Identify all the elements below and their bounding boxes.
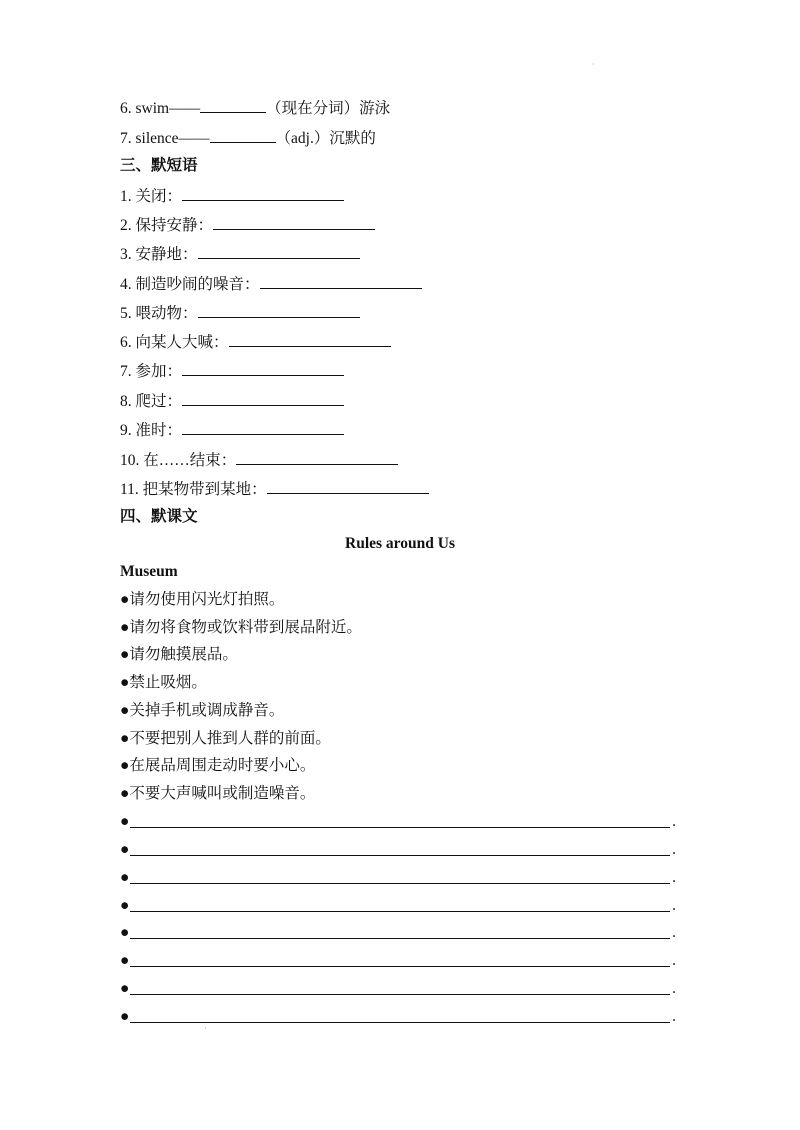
rule-item: ●请勿触摸展品。 xyxy=(120,646,238,663)
bullet: ● xyxy=(120,897,130,914)
vocab-item-7 xyxy=(120,127,376,149)
blank-rule-line[interactable] xyxy=(120,868,676,888)
vocab-number: 6. xyxy=(120,100,132,117)
answer-blank[interactable] xyxy=(182,185,344,201)
blank-rule-line[interactable] xyxy=(120,951,676,971)
vocab-word: swim—— xyxy=(135,100,201,117)
phrase-prompt: 4. 制造吵闹的噪音： xyxy=(120,276,260,293)
rule-item: ●不要把别人推到人群的前面。 xyxy=(120,730,331,747)
vocab-item-6 xyxy=(120,97,390,119)
answer-blank[interactable] xyxy=(182,390,344,406)
rule-item: ●请勿使用闪光灯拍照。 xyxy=(120,591,285,608)
bullet: ● xyxy=(120,813,130,830)
line-period: . xyxy=(672,952,676,969)
line-period: . xyxy=(672,897,676,914)
rule-item: ●请勿将食物或饮料带到展品附近。 xyxy=(120,619,362,636)
phrase-item-3 xyxy=(120,243,360,265)
answer-blank[interactable] xyxy=(267,478,429,494)
blank-rule-line[interactable] xyxy=(120,812,676,832)
answer-blank[interactable] xyxy=(236,449,398,465)
bullet: ● xyxy=(120,952,130,969)
passage-title: Rules around Us xyxy=(345,535,455,552)
phrase-item-2 xyxy=(120,214,375,236)
phrase-prompt: 3. 安静地： xyxy=(120,246,198,263)
bullet: ● xyxy=(120,841,130,858)
answer-blank[interactable] xyxy=(213,214,375,230)
rule-item: ●关掉手机或调成静音。 xyxy=(120,702,285,719)
phrase-item-11 xyxy=(120,478,429,500)
answer-underline xyxy=(130,911,670,912)
answer-blank[interactable] xyxy=(200,97,266,113)
answer-blank[interactable] xyxy=(198,243,360,259)
answer-blank[interactable] xyxy=(229,331,391,347)
answer-blank[interactable] xyxy=(182,360,344,376)
answer-underline xyxy=(130,1022,670,1023)
vocab-note: （现在分词）游泳 xyxy=(266,100,391,117)
rule-item: ●不要大声喊叫或制造噪音。 xyxy=(120,785,316,802)
phrase-prompt: 6. 向某人大喊： xyxy=(120,334,229,351)
phrase-item-9 xyxy=(120,419,344,441)
phrase-item-8 xyxy=(120,390,344,412)
blank-rule-line[interactable] xyxy=(120,923,676,943)
phrase-item-7 xyxy=(120,360,344,382)
blank-rule-line[interactable] xyxy=(120,896,676,916)
bullet: ● xyxy=(120,1008,130,1025)
phrase-item-4 xyxy=(120,273,422,295)
bullet: ● xyxy=(120,980,130,997)
line-period: . xyxy=(672,813,676,830)
answer-blank[interactable] xyxy=(182,419,344,435)
answer-underline xyxy=(130,883,670,884)
answer-underline xyxy=(130,994,670,995)
phrase-prompt: 8. 爬过： xyxy=(120,393,183,410)
answer-blank[interactable] xyxy=(210,127,276,143)
phrase-item-10 xyxy=(120,449,398,471)
line-period: . xyxy=(672,980,676,997)
rule-item: ●在展品周围走动时要小心。 xyxy=(120,757,316,774)
line-period: . xyxy=(672,841,676,858)
corner-mark: · xyxy=(592,60,595,69)
passage-subheading: Museum xyxy=(120,563,178,580)
bottom-mark: · xyxy=(204,1024,207,1033)
section-heading-phrases: 三、默短语 xyxy=(120,157,198,174)
bullet: ● xyxy=(120,869,130,886)
blank-rule-line[interactable] xyxy=(120,979,676,999)
line-period: . xyxy=(672,924,676,941)
vocab-word: silence—— xyxy=(135,130,210,147)
line-period: . xyxy=(672,869,676,886)
answer-blank[interactable] xyxy=(198,302,360,318)
phrase-item-6 xyxy=(120,331,391,353)
answer-blank[interactable] xyxy=(260,273,422,289)
phrase-prompt: 5. 喂动物： xyxy=(120,305,198,322)
phrase-prompt: 9. 准时： xyxy=(120,422,183,439)
phrase-item-5 xyxy=(120,302,360,324)
rule-item: ●禁止吸烟。 xyxy=(120,674,207,691)
phrase-prompt: 1. 关闭： xyxy=(120,188,183,205)
answer-underline xyxy=(130,855,670,856)
bullet: ● xyxy=(120,924,130,941)
blank-rule-line[interactable] xyxy=(120,840,676,860)
phrase-prompt: 7. 参加： xyxy=(120,363,183,380)
answer-underline xyxy=(130,966,670,967)
line-period: . xyxy=(672,1008,676,1025)
phrase-prompt: 10. 在……结束： xyxy=(120,452,237,469)
vocab-note: （adj.）沉默的 xyxy=(275,130,376,147)
section-heading-text: 四、默课文 xyxy=(120,508,198,525)
vocab-number: 7. xyxy=(120,130,132,147)
phrase-prompt: 11. 把某物带到某地： xyxy=(120,481,267,498)
answer-underline xyxy=(130,938,670,939)
answer-underline xyxy=(130,827,670,828)
phrase-item-1 xyxy=(120,185,344,207)
phrase-prompt: 2. 保持安静： xyxy=(120,217,214,234)
